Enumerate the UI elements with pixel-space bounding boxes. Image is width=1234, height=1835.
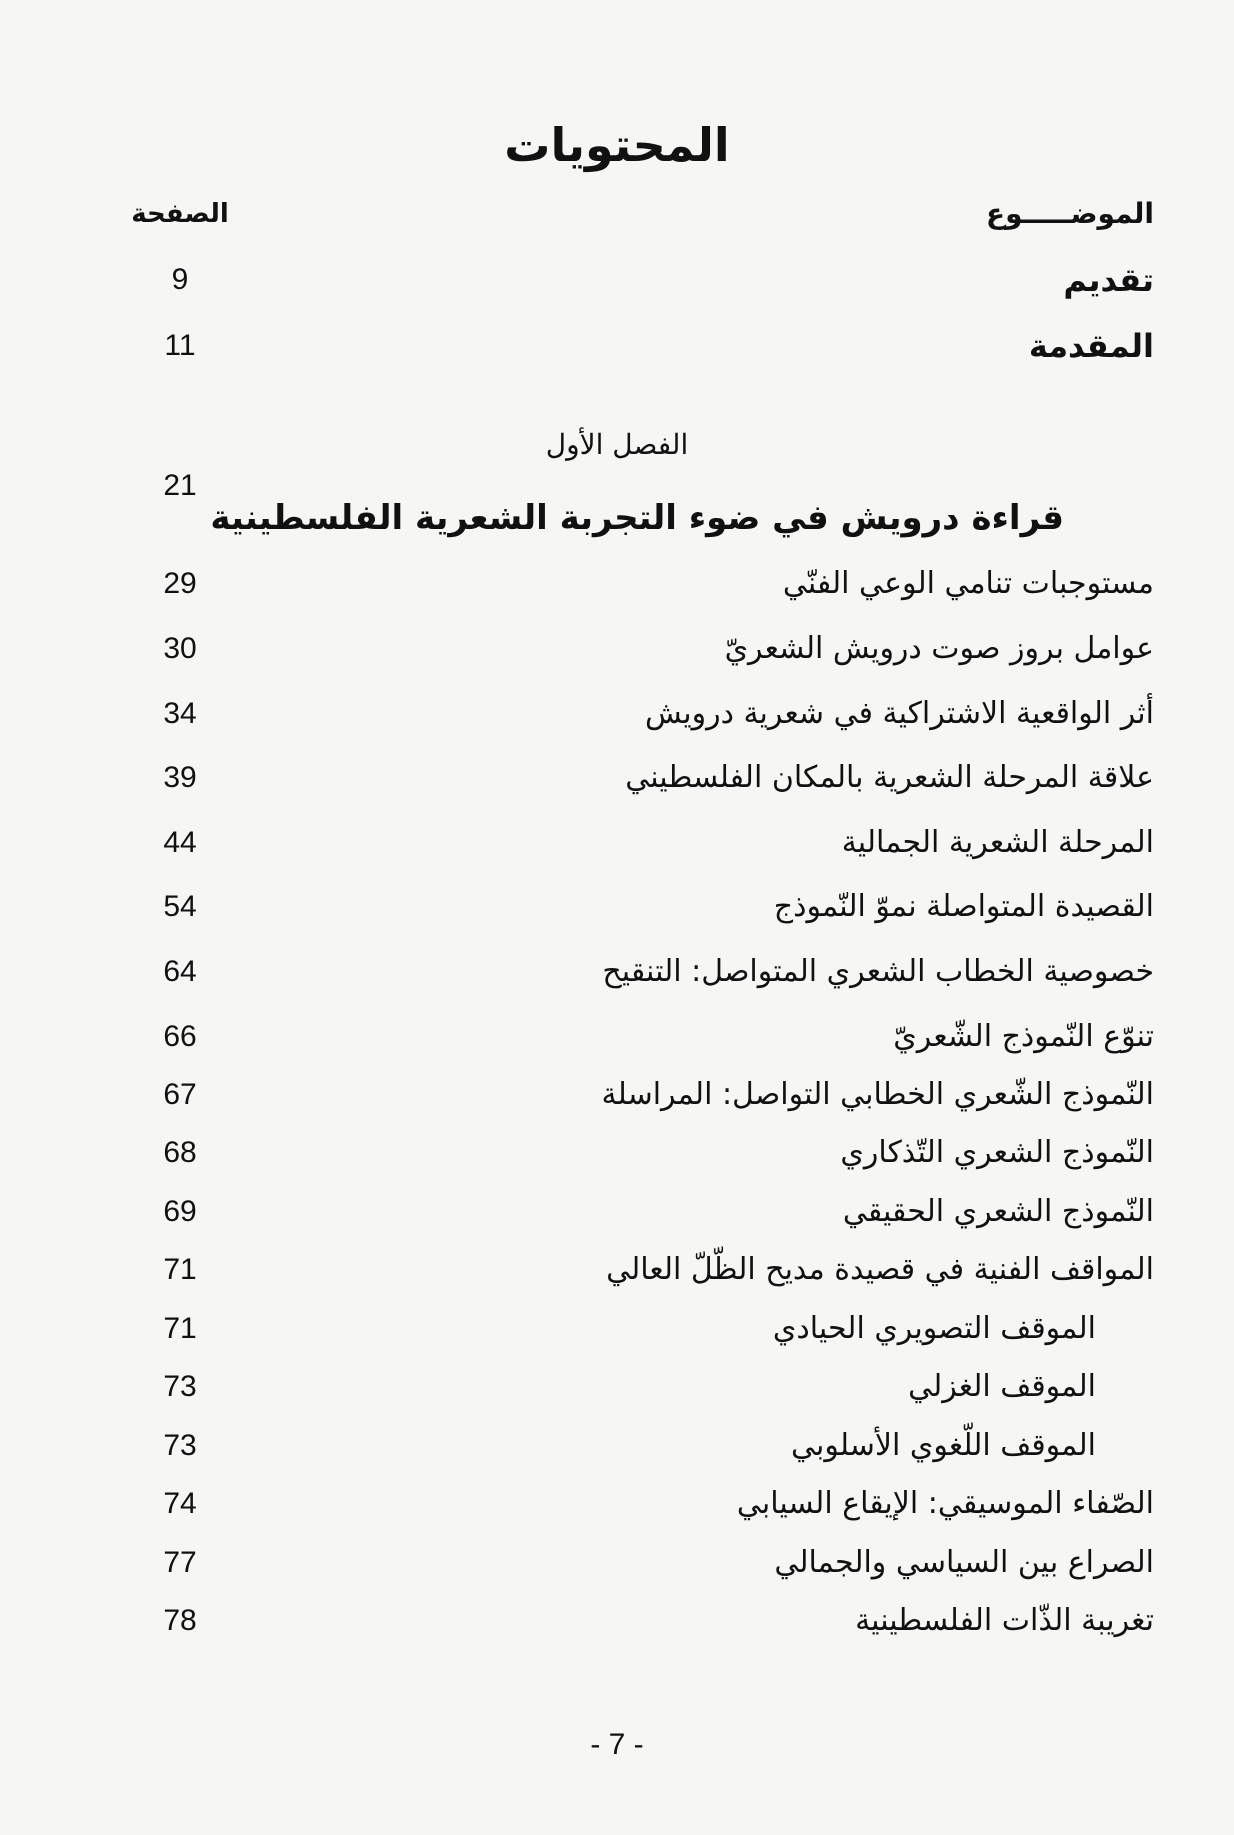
toc-entry-label: المرحلة الشعرية الجمالية xyxy=(841,825,1154,860)
toc-entry-label: تقديم xyxy=(1063,261,1154,299)
toc-entry xyxy=(0,1125,1234,1181)
toc-entry xyxy=(0,1009,1234,1065)
toc-entry-label: القصيدة المتواصلة نموّ النّموذج xyxy=(773,889,1154,924)
toc-entry xyxy=(0,1593,1234,1649)
toc-entry-page: 73 xyxy=(163,1370,197,1403)
toc-entry-label: النّموذج الشّعري الخطابي التواصل: المراسلة xyxy=(601,1077,1154,1112)
toc-entry-page: 39 xyxy=(163,761,197,794)
toc-entry-introduction xyxy=(0,318,1234,374)
toc-entry-label: الموقف الغزلي xyxy=(908,1369,1096,1404)
toc-entry-label: الصراع بين السياسي والجمالي xyxy=(774,1545,1154,1580)
toc-entry-label: المقدمة xyxy=(1028,327,1154,365)
toc-entry-page: 67 xyxy=(163,1078,197,1111)
toc-entry-label: علاقة المرحلة الشعرية بالمكان الفلسطيني xyxy=(625,760,1154,795)
toc-entry xyxy=(0,1476,1234,1532)
toc-entry-page: 9 xyxy=(171,263,189,296)
toc-entry-page: 34 xyxy=(163,697,197,730)
toc-header-row xyxy=(0,186,1234,242)
toc-entry-page: 73 xyxy=(163,1429,197,1462)
page-column-header: الصفحة xyxy=(131,199,229,229)
toc-subentry xyxy=(0,1301,1234,1357)
toc-entry-page: 69 xyxy=(163,1195,197,1228)
toc-entry-page: 77 xyxy=(163,1546,197,1579)
chapter-label: الفصل الأول xyxy=(545,428,689,461)
toc-entry-page: 71 xyxy=(163,1253,197,1286)
toc-entry-label: الموقف التصويري الحيادي xyxy=(772,1311,1096,1346)
toc-entry-label: المواقف الفنية في قصيدة مديح الظّلّ العالي xyxy=(606,1252,1154,1287)
toc-entry-label: مستوجبات تنامي الوعي الفنّي xyxy=(782,566,1154,601)
chapter-page: 21 xyxy=(163,469,197,502)
topic-column-header: الموضـــــوع xyxy=(985,197,1154,230)
toc-entry-page: 71 xyxy=(163,1312,197,1345)
chapter-title: قراءة درويش في ضوء التجربة الشعرية الفلسطينية xyxy=(210,498,1064,538)
toc-entry-label: الموقف اللّغوي الأسلوبي xyxy=(790,1428,1096,1463)
toc-entry xyxy=(0,1535,1234,1591)
toc-subentry xyxy=(0,1418,1234,1474)
toc-entry-label: خصوصية الخطاب الشعري المتواصل: التنقيح xyxy=(602,954,1154,989)
toc-entry-page: 29 xyxy=(163,567,197,600)
toc-entry-foreword xyxy=(0,252,1234,308)
toc-entry-page: 30 xyxy=(163,632,197,665)
toc-entry-label: الصّفاء الموسيقي: الإيقاع السيابي xyxy=(736,1486,1154,1521)
toc-entry xyxy=(0,1184,1234,1240)
toc-entry-page: 74 xyxy=(163,1487,197,1520)
toc-entry-page: 64 xyxy=(163,955,197,988)
toc-entry xyxy=(0,944,1234,1000)
toc-subentry xyxy=(0,1359,1234,1415)
toc-entry xyxy=(0,1242,1234,1298)
toc-entry xyxy=(0,879,1234,935)
toc-entry-label: تغريبة الذّات الفلسطينية xyxy=(855,1603,1154,1638)
toc-entry-page: 11 xyxy=(164,329,196,362)
toc-entry-label: النّموذج الشعري الحقيقي xyxy=(842,1194,1154,1229)
toc-entry-label: عوامل بروز صوت درويش الشعريّ xyxy=(724,631,1154,666)
toc-entry-page: 68 xyxy=(163,1136,197,1169)
toc-entry-page: 54 xyxy=(163,890,197,923)
toc-entry xyxy=(0,621,1234,677)
toc-entry-label: النّموذج الشعري التّذكاري xyxy=(840,1135,1154,1170)
toc-entry-page: 44 xyxy=(163,826,197,859)
toc-entry-page: 66 xyxy=(163,1020,197,1053)
toc-entry-page: 78 xyxy=(163,1604,197,1637)
toc-entry xyxy=(0,815,1234,871)
toc-entry-label: تنوّع النّموذج الشّعريّ xyxy=(893,1019,1154,1054)
toc-entry xyxy=(0,750,1234,806)
toc-entry xyxy=(0,1067,1234,1123)
toc-entry-label: أثر الواقعية الاشتراكية في شعرية درويش xyxy=(645,696,1154,731)
page-number-footer: - 7 - xyxy=(590,1728,644,1761)
toc-entry xyxy=(0,686,1234,742)
toc-entry xyxy=(0,556,1234,612)
page-title: المحتويات xyxy=(504,118,730,172)
